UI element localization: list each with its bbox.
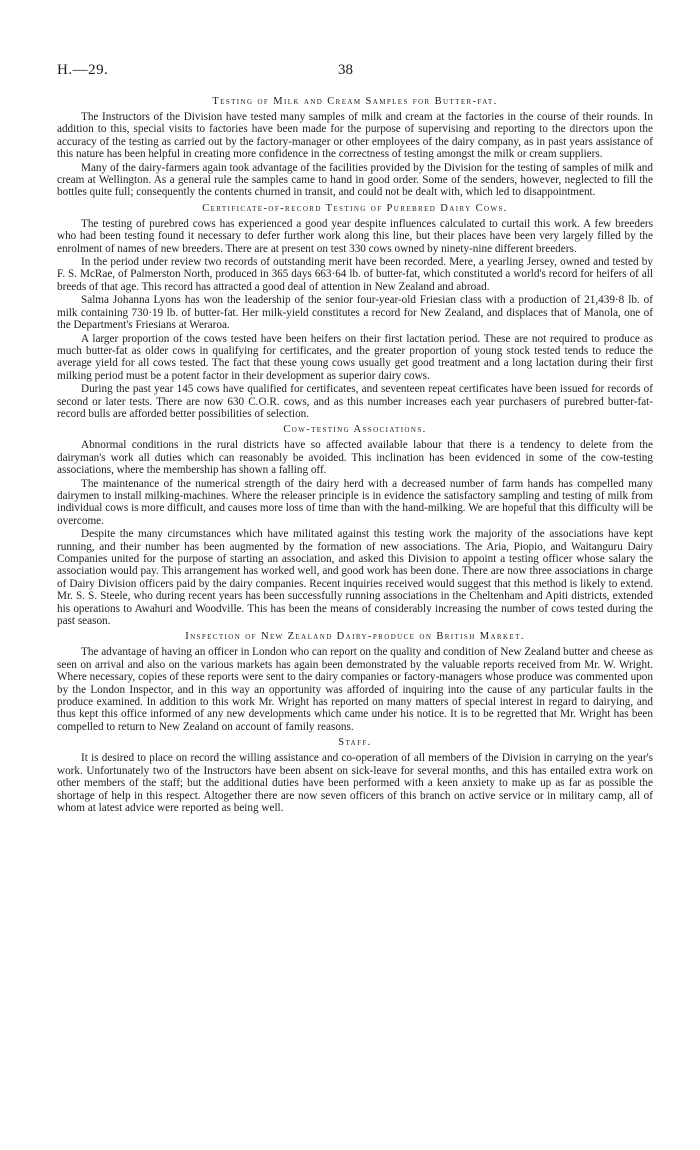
- paragraph: The maintenance of the numerical strength of the dairy herd with a decreased number of farm hands has compelled many dairymen to install milking-machines. Where the releaser principle is in evidence the satisfactory sampling and testing of milk from individual cows is more difficult, and causes more loss of time than with the hand-milking. We are hopeful that this difficulty will be overcome.: [57, 477, 653, 527]
- section-british-market-inspection: [57, 631, 653, 733]
- section-heading: Testing of Milk and Cream Samples for Butter-fat.: [212, 96, 498, 107]
- page-number: 38: [338, 62, 353, 78]
- section-certificate-of-record: [57, 203, 653, 421]
- paragraph: It is desired to place on record the willing assistance and co-operation of all members of the Division in carrying on the year's work. Unfortunately two of the Instructors have been absent on sick-leave for several months, and this has entailed extra work on other members of the staff; but the additional duties have been performed with a keen anxiety to make up as far as possible the shortage of help in this respect. Altogether there are now seven officers of this branch on active service or in military camp, all of whom at latest advice were reported as being well.: [57, 752, 653, 814]
- paragraph: A larger proportion of the cows tested have been heifers on their first lactation period. These are not required to produce as much butter-fat as older cows in qualifying for certificates, and the greater proportion of young stock tested tends to reduce the average yield for all cows tested. The fact that these young cows usually get good treatment and a long lactation during their first milking period must be a potent factor in their development as superior dairy cows.: [57, 332, 653, 382]
- section-staff: [57, 737, 653, 814]
- page-body: [57, 96, 653, 818]
- paragraph: The Instructors of the Division have tested many samples of milk and cream at the factories in the course of their rounds. In addition to this, special visits to factories have been made for the purpose of supervising and reporting to the directors upon the accuracy of the testing as carried out by the factory-manager or other employees of the dairy company, as in past years assistance of this nature has been helpful in creating more confidence in the correctness of testing amongst the milk or cream suppliers.: [57, 111, 653, 161]
- section-heading: Inspection of New Zealand Dairy-produce on British Market.: [185, 631, 525, 643]
- section-heading: Certificate-of-record Testing of Purebred Dairy Cows.: [202, 202, 508, 214]
- section-heading: Staff.: [338, 737, 372, 749]
- paragraph: During the past year 145 cows have qualified for certificates, and seventeen repeat certificates have been issued for records of second or later tests. There are now 630 C.O.R. cows, and as this number increases each year purchasers of purebred butter-fat-record bulls are afforded better possibilities of selection.: [57, 383, 653, 420]
- section-milk-cream-testing: [57, 96, 653, 199]
- section-cow-testing-associations: [57, 424, 653, 627]
- paragraph: The advantage of having an officer in London who can report on the quality and condition of New Zealand butter and cheese as seen on arrival and also on the various markets has again been demonstrated by the valuable reports received from Mr. W. Wright. Where necessary, copies of these reports were sent to the dairy companies or factory-managers whose produce was commented upon by the London Inspector, and in this way an opportunity was afforded of inquiring into the cause of any particular faults in the produce examined. In addition to this work Mr. Wright has reported on many matters of special interest in regard to dairying, and thus kept this office informed of any new developments which came under his notice. It is to be regretted that Mr. Wright has been compelled to return to New Zealand on account of family reasons.: [57, 646, 653, 733]
- paragraph: Many of the dairy-farmers again took advantage of the facilities provided by the Division for the testing of samples of milk and cream at Wellington. As a general rule the samples came to hand in good order. Some of the senders, however, neglected to fill the bottles quite full; consequently the contents churned in transit, and could not be dealt with, which led to disappointment.: [57, 161, 653, 199]
- paragraph: In the period under review two records of outstanding merit have been recorded. Mere, a yearling Jersey, owned and tested by F. S. McRae, of Palmerston North, produced in 365 days 663·64 lb. of butter-fat, which constituted a world's record for heifers of all breeds of that age. This record has attracted a good deal of attention in New Zealand and abroad.: [57, 256, 653, 293]
- paragraph: Despite the many circumstances which have militated against this testing work the majority of the associations have kept running, and their number has been augmented by the formation of new associations. The Aria, Piopio, and Waitanguru Dairy Companies united for the purpose of starting an association, and asked this Division to appoint a testing officer whose salary the association would pay. This arrangement has worked well, and good work has been done. There are now three associations in charge of Dairy Division officers paid by the dairy companies. Recent inquiries received would suggest that this method is likely to extend. Mr. S. S. Steele, who during recent years has been successfully running associations in the Cheltenham and Apiti districts, extended his operations to Awahuri and Woodville. This has been the means of considerably increasing the number of cows tested during the past season.: [57, 528, 653, 628]
- paragraph: The testing of purebred cows has experienced a good year despite influences calculated to curtail this work. A few breeders who had been testing found it necessary to defer further work along this line, but their places have been very largely filled by the enrolment of names of new breeders. There are at present on test 330 cows owned by ninety-nine different breeders.: [57, 217, 653, 255]
- document-reference: H.—29.: [57, 62, 109, 78]
- paragraph: Abnormal conditions in the rural districts have so affected available labour that there is a tendency to delete from the dairyman's work all duties which can reasonably be avoided. This inclination has been evidenced in some of the cow-testing associations, where the membership has shown a falling off.: [57, 439, 653, 477]
- paragraph: Salma Johanna Lyons has won the leadership of the senior four-year-old Friesian class with a production of 21,439·8 lb. of milk containing 730·19 lb. of butter-fat. Her milk-yield constitutes a record for New Zealand, and displaces that of Manola, one of the Department's Friesians at Weraroa.: [57, 294, 653, 332]
- section-heading: Cow-testing Associations.: [283, 424, 427, 436]
